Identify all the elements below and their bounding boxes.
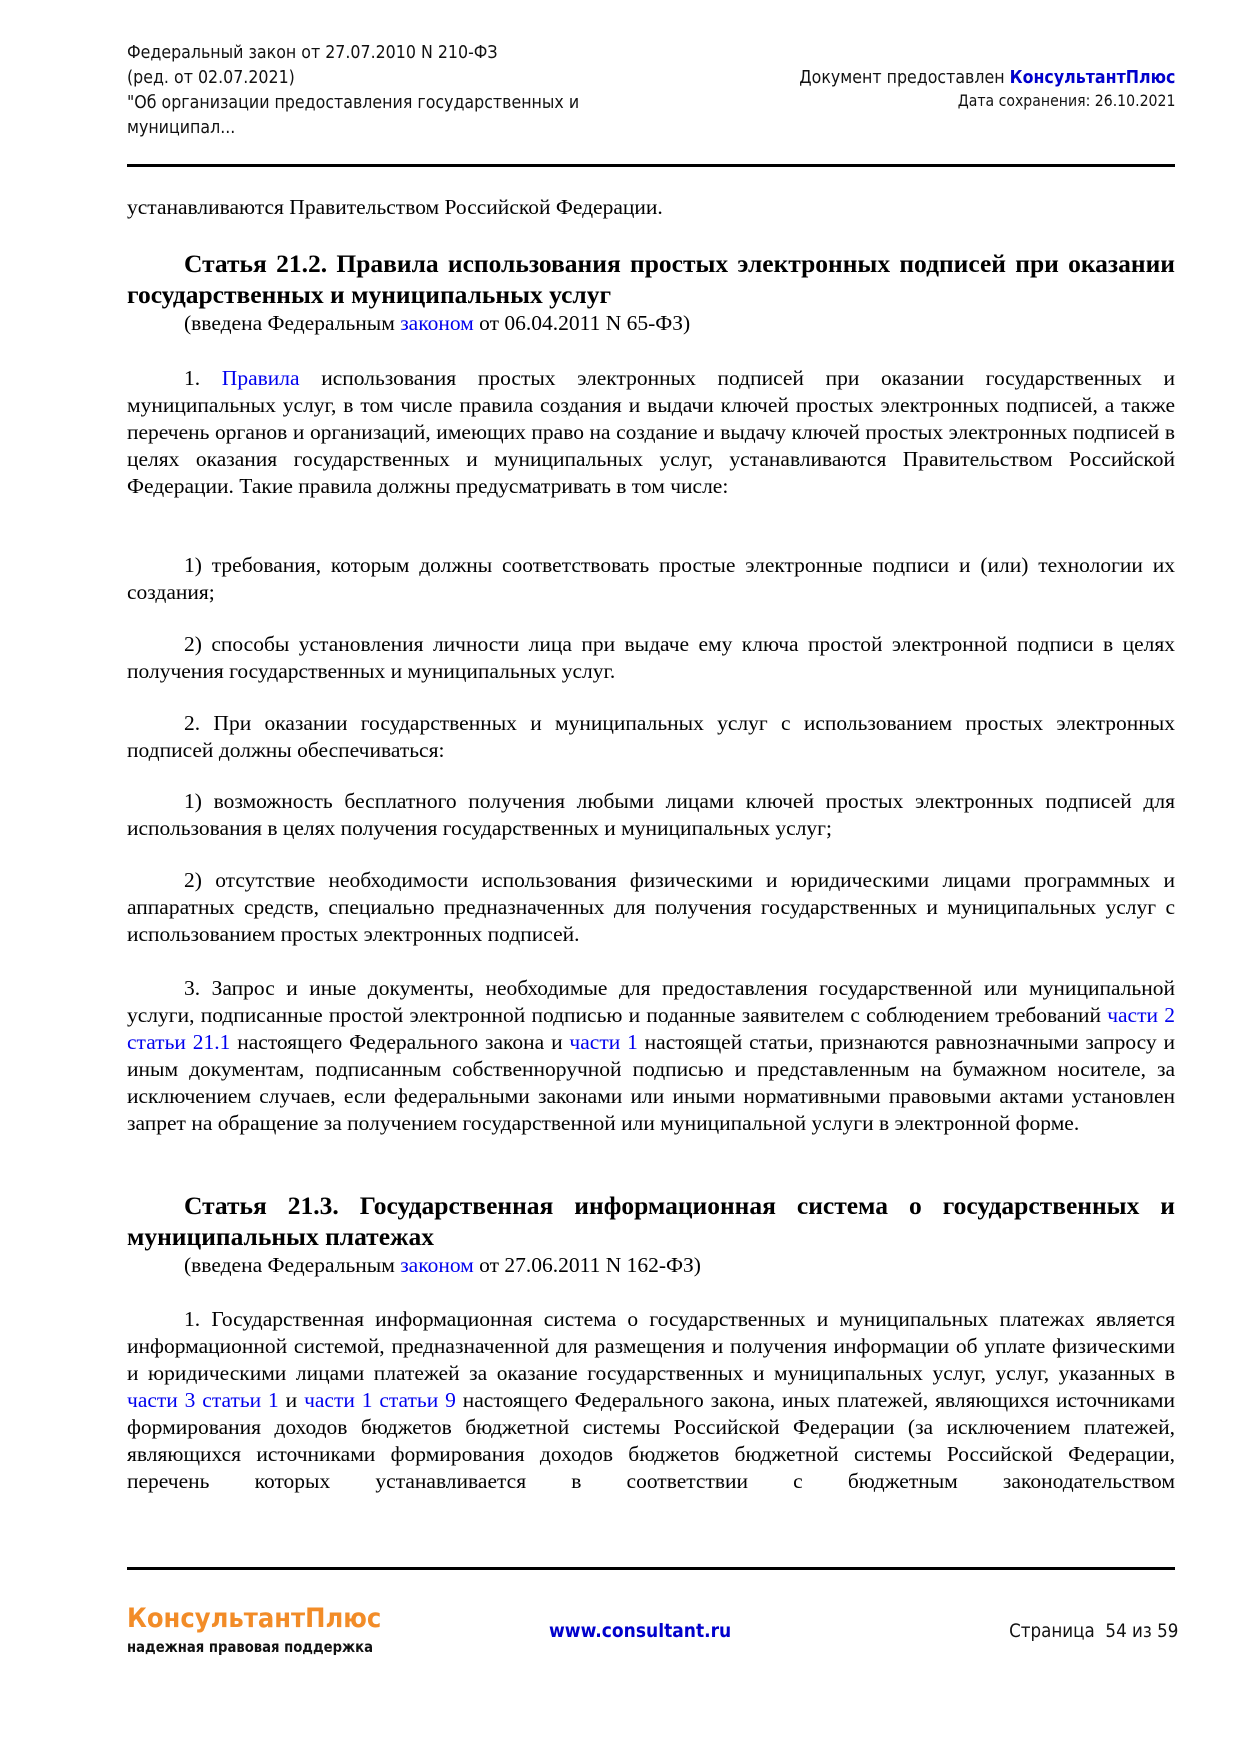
- ref-link[interactable]: части 3 статьи 1: [127, 1388, 279, 1412]
- paragraph: 2) способы установления личности лица при выдаче ему ключа простой электронной подписи в целях получения государственных и муниципальных услуг.: [127, 632, 1175, 683]
- law-link[interactable]: законом: [400, 311, 474, 335]
- paragraph: [127, 1306, 1175, 1495]
- law-title-line: (ред. от 02.07.2021): [127, 67, 295, 88]
- law-title: [127, 40, 579, 140]
- page-number: [1009, 1620, 1178, 1642]
- rules-link[interactable]: Правила: [221, 366, 300, 390]
- text: настоящей статьи, признаются равнозначными запросу и иным документам, подписанным собственноручной подписью и представленным на бумажном носителе, за исключением случаев, если федеральными законами или иными нормативными правовыми актами установлен запрет на обращение за получением государственной или муниципальной услуги в электронной форме.: [127, 1030, 1175, 1135]
- provided-by-label: Документ предоставлен: [798, 67, 1010, 88]
- ref-link[interactable]: части 1 статьи 9: [304, 1388, 456, 1412]
- text: от 27.06.2011 N 162-ФЗ): [473, 1253, 701, 1277]
- consultant-logo: КонсультантПлюс: [127, 1603, 382, 1634]
- paragraph: 1) требования, которым должны соответствовать простые электронные подписи и (или) технологии их создания;: [127, 553, 1175, 604]
- page-current: 54: [1105, 1620, 1127, 1642]
- text: 1. Государственная информационная система о государственных и муниципальных платежах является информационной системой, предназначенной для размещения и получения информации об уплате физическими и юридическими лицами платежей за оказание государственных и муниципальных услуг, услуг, указанных в: [127, 1307, 1175, 1385]
- ref-link[interactable]: части 1: [569, 1030, 638, 1054]
- page-total: 59: [1156, 1620, 1178, 1642]
- paragraph: устанавливаются Правительством Российской Федерации.: [127, 195, 663, 219]
- law-title-line: "Об организации предоставления государственных и: [127, 92, 580, 113]
- text: от 06.04.2011 N 65-ФЗ): [473, 311, 691, 335]
- text: 1.: [184, 366, 222, 390]
- ref-link[interactable]: части 2 статьи 21.1: [127, 1003, 1175, 1054]
- text: настоящего Федерального закона, иных платежей, являющихся источниками формирования доходов бюджетов бюджетной системы Российской Федерации (за исключением платежей, являющихся источниками формирования доходов бюджетов бюджетной системы Российской Федерации, перечень которых устанавливается в соответствии с бюджетным законодательством: [127, 1388, 1175, 1493]
- text: и: [278, 1388, 305, 1412]
- page-of: из: [1131, 1620, 1152, 1642]
- article-21-2-title: Статья 21.2. Правила использования простых электронных подписей при оказании государственных и муниципальных услуг: [127, 249, 1175, 309]
- law-title-line: муниципал...: [127, 117, 236, 138]
- text: (введена Федеральным: [184, 311, 401, 335]
- paragraph: 2. При оказании государственных и муниципальных услуг с использованием простых электронных подписей должны обеспечиваться:: [127, 711, 1175, 762]
- slogan: надежная правовая поддержка: [127, 1638, 374, 1656]
- paragraph: [127, 365, 1175, 500]
- paragraph: 1) возможность бесплатного получения любыми лицами ключей простых электронных подписей для использования в целях получения государственных и муниципальных услуг;: [127, 789, 1175, 840]
- text: 3. Запрос и иные документы, необходимые для предоставления государственной или муниципальной услуги, подписанные простой электронной подписью и поданные заявителем с соблюдением требований: [127, 976, 1175, 1027]
- website-link[interactable]: www.consultant.ru: [549, 1620, 732, 1642]
- law-link[interactable]: законом: [400, 1253, 474, 1277]
- paragraph: 2) отсутствие необходимости использования физическими и юридическими лицами программных и аппаратных средств, специально предназначенных для получения государственных и муниципальных услуг с использованием простых электронных подписей.: [127, 868, 1175, 946]
- save-date: Дата сохранения: 26.10.2021: [957, 91, 1175, 110]
- page-label: Страница: [1008, 1620, 1095, 1642]
- article-21-3-title: Статья 21.3. Государственная информационная система о государственных и муниципальных платежах: [127, 1191, 1175, 1251]
- footer-divider: [127, 1567, 1175, 1570]
- paragraph: [127, 975, 1175, 1137]
- article-21-3-intro: [127, 1252, 1175, 1279]
- brand-name: КонсультантПлюс: [1009, 67, 1175, 88]
- text: настоящего Федерального закона и: [230, 1030, 570, 1054]
- law-title-line: Федеральный закон от 27.07.2010 N 210-ФЗ: [127, 42, 498, 63]
- text: использования простых электронных подписей при оказании государственных и муниципальных услуг, в том числе правила создания и выдачи ключей простых электронных подписей, а также перечень органов и организаций, имеющих право на создание и выдачу ключей простых электронных подписей в целях оказания государственных и муниципальных услуг, устанавливаются Правительством Российской Федерации. Такие правила должны предусматривать в том числе:: [127, 366, 1175, 498]
- article-21-2-intro: [127, 310, 1175, 337]
- provided-by: [799, 67, 1175, 88]
- header-divider: [127, 164, 1175, 167]
- text: (введена Федеральным: [184, 1253, 401, 1277]
